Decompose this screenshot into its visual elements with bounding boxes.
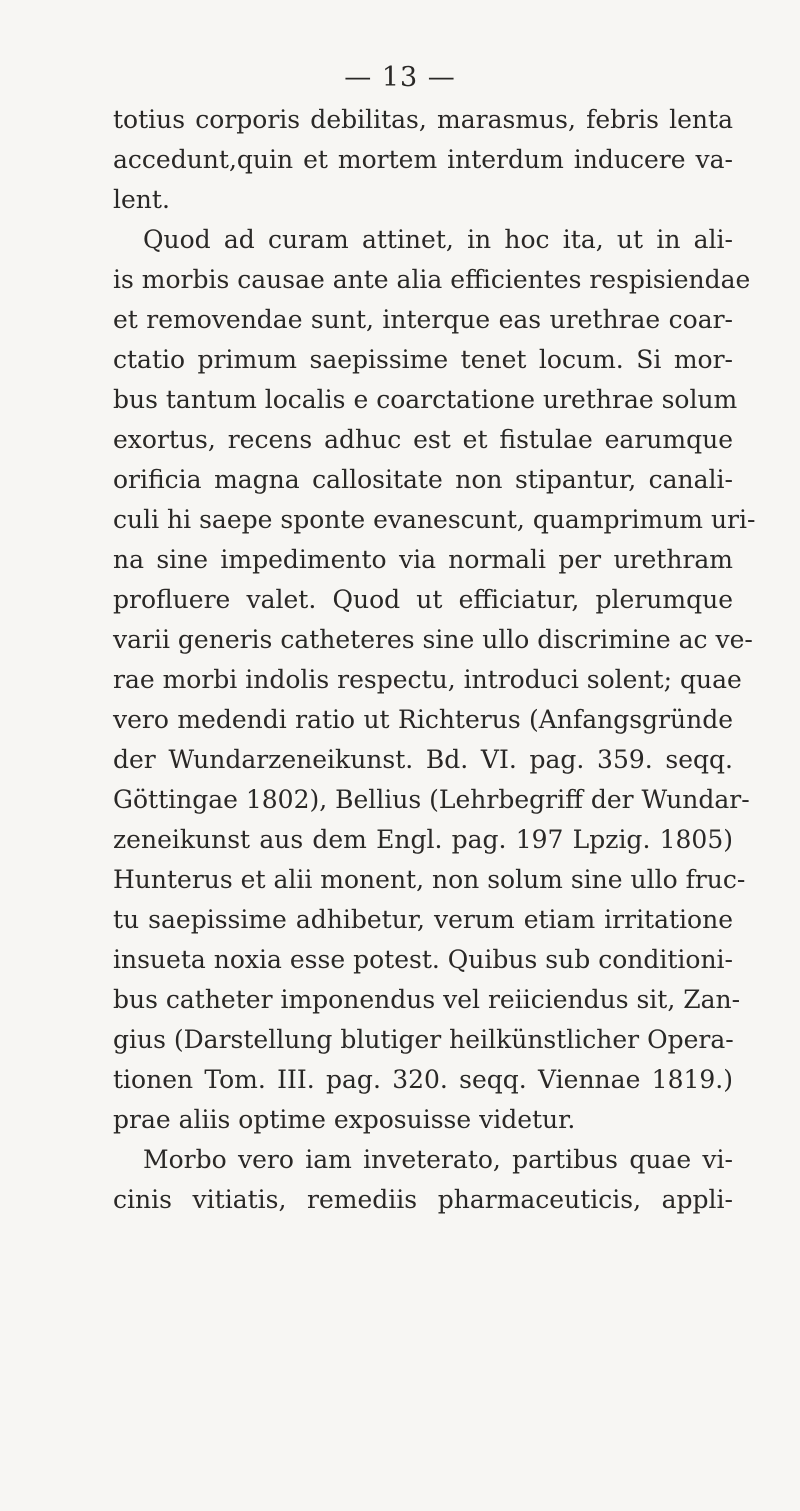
text-line: Göttingae 1802), Bellius (Lehrbegriff der Wundar- bbox=[113, 785, 750, 814]
text-line: is morbis causae ante alia efficientes respisiendae bbox=[113, 265, 751, 294]
text-line: totius corporis debilitas, marasmus, febris lenta bbox=[113, 105, 733, 134]
text-line: bus catheter imponendus vel reiiciendus sit, Zan- bbox=[113, 985, 741, 1014]
text-line: gius (Darstellung blutiger heilkünstlicher Opera- bbox=[113, 1025, 734, 1054]
text-line: Quod ad curam attinet, in hoc ita, ut in ali- bbox=[143, 225, 733, 254]
text-line: bus tantum localis e coarctatione urethrae solum bbox=[113, 385, 738, 414]
text-line: na sine impedimento via normali per urethram bbox=[113, 545, 733, 574]
text-line: tu saepissime adhibetur, verum etiam irritatione bbox=[113, 905, 733, 934]
text-line: insueta noxia esse potest. Quibus sub conditioni- bbox=[113, 945, 733, 974]
text-line: der Wundarzeneikunst. Bd. VI. pag. 359. seqq. bbox=[113, 745, 733, 774]
text-line: Morbo vero iam inveterato, partibus quae vi- bbox=[143, 1145, 733, 1174]
text-line: accedunt,quin et mortem interdum inducere va- bbox=[113, 145, 733, 174]
text-line: exortus, recens adhuc est et fistulae earumque bbox=[113, 425, 733, 454]
text-line: profluere valet. Quod ut efficiatur, plerumque bbox=[113, 585, 733, 614]
text-line: cinis vitiatis, remediis pharmaceuticis, appli- bbox=[113, 1185, 733, 1214]
text-line: rae morbi indolis respectu, introduci solent; quae bbox=[113, 665, 742, 694]
text-line: culi hi saepe sponte evanescunt, quamprimum uri- bbox=[113, 505, 756, 534]
body-text bbox=[113, 100, 756, 1220]
text-line: vero medendi ratio ut Richterus (Anfangsgründe bbox=[113, 705, 733, 734]
text-line: varii generis catheteres sine ullo discrimine ac ve- bbox=[113, 625, 753, 654]
text-line: tionen Tom. III. pag. 320. seqq. Viennae 1819.) bbox=[113, 1065, 733, 1094]
text-line: orificia magna callositate non stipantur, canali- bbox=[113, 465, 733, 494]
text-line: et removendae sunt, interque eas urethrae coar- bbox=[113, 305, 733, 334]
text-line: Hunterus et alii monent, non solum sine ullo fruc- bbox=[113, 865, 746, 894]
page-number: — 13 — bbox=[344, 62, 456, 93]
text-line: prae aliis optime exposuisse videtur. bbox=[113, 1105, 576, 1134]
text-line: ctatio primum saepissime tenet locum. Si mor- bbox=[113, 345, 733, 374]
text-line: zeneikunst aus dem Engl. pag. 197 Lpzig. 1805) bbox=[113, 825, 733, 854]
text-line: lent. bbox=[113, 185, 170, 214]
